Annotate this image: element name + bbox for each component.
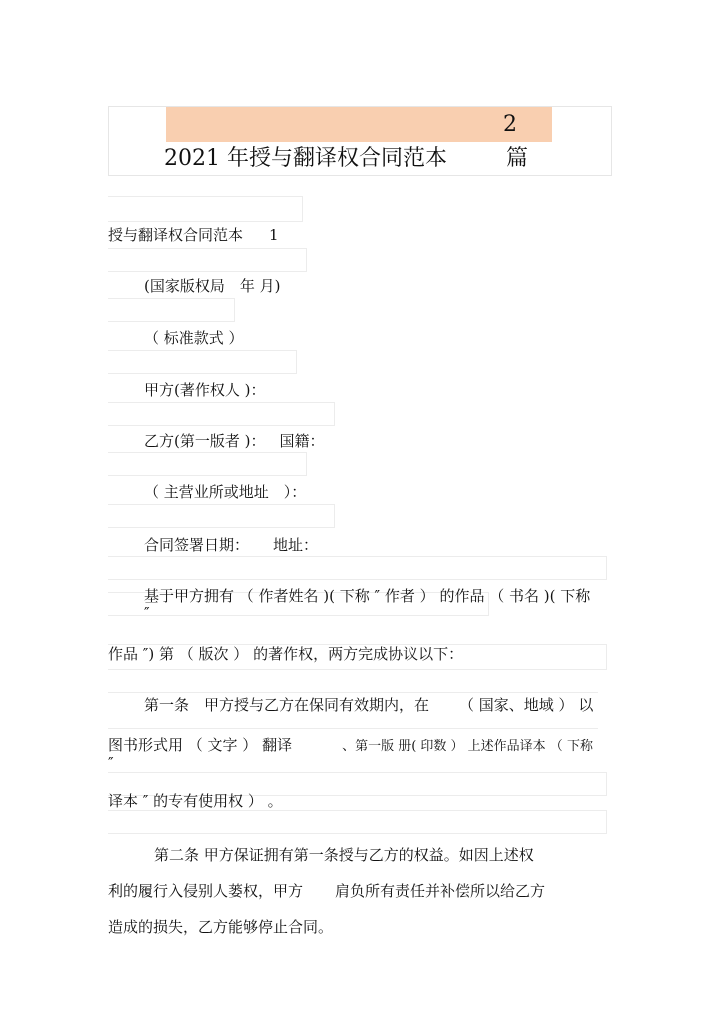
sign-date-label: 合同签署日期： xyxy=(144,536,250,554)
party-b-label: 乙方(第一版者 )： xyxy=(144,432,266,450)
page-title: 2021 年授与翻译权合同范本 xyxy=(164,146,447,171)
layout-box xyxy=(108,298,235,322)
article-2-line-2 xyxy=(108,882,545,900)
party-b-line xyxy=(144,432,325,450)
section-heading-text: 授与翻译权合同范本 xyxy=(108,226,244,244)
nationality-label: 国籍： xyxy=(279,432,325,450)
article-2-line-3: 造成的损失，乙方能够停止合同。 xyxy=(108,918,334,936)
article-1-line-4: 译本 ″ 的专有使用权 ） 。 xyxy=(108,792,283,810)
title-number: 2 xyxy=(503,112,517,137)
layout-rule xyxy=(108,692,598,693)
article-1-line-3: ″ xyxy=(108,754,114,772)
layout-box xyxy=(108,556,607,580)
issuer-line: (国家版权局 年 月) xyxy=(144,277,281,295)
section-heading xyxy=(108,226,279,244)
party-a-line: 甲方(著作权人 )： xyxy=(144,381,266,399)
title-suffix: 篇 xyxy=(506,146,529,171)
article-2-line-2b: 肩负所有责任并补偿所以给乙方 xyxy=(335,882,546,900)
layout-box xyxy=(108,248,307,272)
standard-line: （ 标准款式 ） xyxy=(144,329,244,347)
sign-date-line xyxy=(144,536,318,554)
article-2-line-1: 第二条 甲方保证拥有第一条授与乙方的权益。如因上述权 xyxy=(154,846,534,864)
layout-box xyxy=(108,402,335,426)
section-heading-number: 1 xyxy=(269,226,279,244)
paragraph-1-line-3: 作品 ″) 第 （ 版次 ） 的著作权，两方完成协议以下： xyxy=(108,645,464,663)
article-1-line-2 xyxy=(108,736,593,756)
layout-box xyxy=(108,350,297,374)
layout-box xyxy=(108,504,335,528)
address-label: 地址： xyxy=(273,536,319,554)
layout-box xyxy=(108,196,303,222)
address-main-line: （ 主营业所或地址 ）： xyxy=(144,483,307,501)
paragraph-1-line-2: ″ xyxy=(144,604,150,622)
article-1-line-2b: 、第一版 册( 印数 ） 上述作品译本 （ 下称 xyxy=(342,739,593,754)
article-1-line-1a: 第一条 甲方授与乙方在保同有效期内，在 xyxy=(144,696,430,714)
title-highlight-bar xyxy=(166,107,552,142)
layout-rule xyxy=(108,728,598,729)
article-2-line-2a: 利的履行入侵别人蒌权，甲方 xyxy=(108,882,304,900)
paragraph-1-line-1: 基于甲方拥有 （ 作者姓名 )( 下称 ″ 作者 ） 的作品 （ 书名 )( 下称 xyxy=(144,587,591,605)
article-1-line-1 xyxy=(144,696,593,714)
layout-box xyxy=(108,810,607,834)
layout-box xyxy=(108,452,307,476)
article-1-line-2a: 图书形式用 （ 文字 ） 翻译 xyxy=(108,736,293,754)
article-1-line-1b: （ 国家、地域 ） 以 xyxy=(459,696,594,714)
